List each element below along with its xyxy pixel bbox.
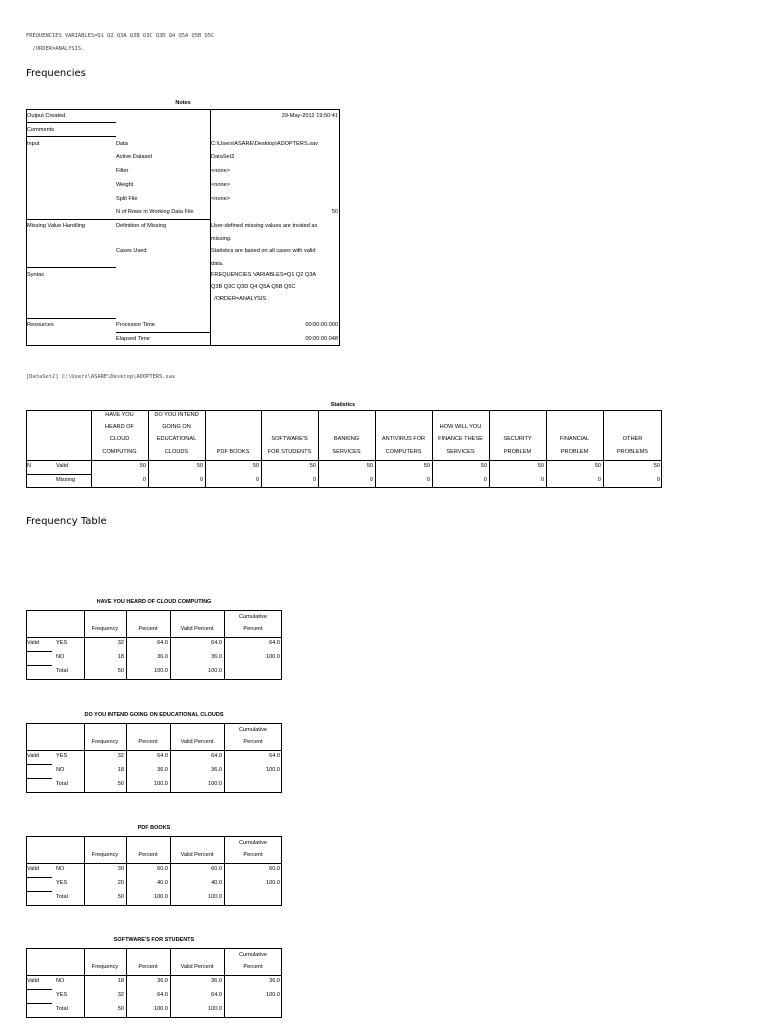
freq-header-percent: Percent bbox=[138, 739, 158, 745]
stat-col-header: FOR STUDENTS bbox=[267, 448, 312, 455]
freq-row-frequency: 32 bbox=[117, 992, 124, 998]
freq-row-percent: 64.0 bbox=[157, 992, 168, 998]
output-created-value: 29-May-2012 19:50:41 bbox=[281, 113, 338, 119]
freq-row-percent: 60.0 bbox=[157, 866, 168, 872]
freq-row-valid-percent: 64.0 bbox=[211, 640, 222, 646]
freq-row-percent: 64.0 bbox=[157, 640, 168, 646]
stat-valid-value: 50 bbox=[594, 463, 601, 469]
syntax-label: Syntax bbox=[27, 272, 45, 278]
stat-valid-value: 50 bbox=[309, 463, 316, 469]
elapsed-time-label: Elapsed Time bbox=[116, 336, 150, 342]
freq-row-frequency: 50 bbox=[117, 1006, 124, 1012]
freq-row-frequency: 50 bbox=[117, 668, 124, 674]
freq-row-frequency: 50 bbox=[117, 781, 124, 787]
freq-row-label: YES bbox=[56, 753, 68, 759]
stat-valid-value: 50 bbox=[423, 463, 430, 469]
freq-row-frequency: 20 bbox=[117, 880, 124, 886]
freq-row-valid-percent: 40.0 bbox=[211, 880, 222, 886]
freq-row-frequency: 30 bbox=[117, 866, 124, 872]
stat-valid-value: 50 bbox=[653, 463, 660, 469]
n-rows-value: 50 bbox=[331, 209, 338, 215]
active-dataset-value: DataSet2 bbox=[211, 154, 235, 160]
stat-missing-value: 0 bbox=[483, 477, 487, 483]
stat-missing-value: 0 bbox=[312, 477, 316, 483]
freq-row-percent: 36.0 bbox=[157, 654, 168, 660]
stat-valid-value: 50 bbox=[196, 463, 203, 469]
stat-missing-value: 0 bbox=[199, 477, 203, 483]
notes-title: Notes bbox=[175, 100, 191, 106]
stat-col-header: CLOUD bbox=[109, 436, 130, 443]
cases-used-line-2: data. bbox=[211, 261, 224, 267]
stat-valid-label: Valid bbox=[56, 463, 69, 469]
freq-header-valid-percent: Valid Percent bbox=[180, 626, 214, 632]
freq-header-valid-percent: Valid Percent bbox=[180, 852, 214, 858]
active-dataset-label: Active Dataset bbox=[116, 154, 153, 160]
syntax-line-2: /ORDER=ANALYSIS. bbox=[26, 46, 85, 52]
stat-col-header: COMPUTING bbox=[102, 448, 137, 455]
comments-label: Comments bbox=[27, 127, 55, 133]
freq-header-frequency: Frequency bbox=[91, 964, 119, 970]
stat-missing-value: 0 bbox=[540, 477, 544, 483]
freq-header-cumulative: Cumulative bbox=[239, 727, 267, 733]
freq-header-cumulative: Cumulative bbox=[239, 952, 267, 958]
freq-header-percent: Percent bbox=[138, 964, 158, 970]
stat-valid-value: 50 bbox=[139, 463, 146, 469]
freq-row-cumulative: 64.0 bbox=[269, 640, 280, 646]
stat-missing-value: 0 bbox=[597, 477, 601, 483]
freq-row-label: YES bbox=[56, 640, 68, 646]
freq-row-cumulative: 64.0 bbox=[269, 753, 280, 759]
stat-col-header: EDUCATIONAL bbox=[156, 436, 197, 443]
stat-col-header: SECURITY bbox=[503, 436, 532, 443]
freq-header-cumulative: Cumulative bbox=[239, 614, 267, 620]
processor-time-label: Processor Time bbox=[116, 322, 155, 328]
stat-col-header: BANKING bbox=[333, 436, 360, 443]
stat-col-header: SERVICES bbox=[332, 448, 361, 455]
dataset-line: [DataSet2] C:\Users\ASARE\Desktop\ADOPTERS.sav bbox=[26, 374, 176, 380]
stat-col-header: HEARD OF bbox=[105, 424, 134, 431]
freq-row-label: NO bbox=[56, 866, 65, 872]
freq-row-label: Total bbox=[56, 894, 68, 900]
freq-valid-label: Valid bbox=[27, 640, 40, 646]
freq-row-frequency: 18 bbox=[117, 654, 124, 660]
freq-header-valid-percent: Valid Percent bbox=[180, 739, 214, 745]
split-file-value: <none> bbox=[211, 196, 230, 202]
freq-header-cumulative-percent: Percent bbox=[243, 626, 263, 632]
freq-row-valid-percent: 36.0 bbox=[211, 978, 222, 984]
freq-row-label: NO bbox=[56, 767, 65, 773]
stat-col-header: HAVE YOU bbox=[105, 411, 134, 418]
definition-label: Definition of Missing bbox=[116, 223, 167, 229]
notes-syntax-line-2: Q3B Q3C Q3D Q4 Q5A Q5B Q5C bbox=[211, 284, 296, 290]
cases-used-line-1: Statistics are based on all cases with valid bbox=[211, 248, 316, 254]
weight-label: Weight bbox=[116, 182, 134, 188]
freq-row-frequency: 18 bbox=[117, 978, 124, 984]
freq-header-cumulative-percent: Percent bbox=[243, 964, 263, 970]
weight-value: <none> bbox=[211, 182, 230, 188]
freq-row-percent: 100.0 bbox=[154, 894, 168, 900]
input-label: Input bbox=[27, 141, 40, 147]
freq-row-percent: 64.0 bbox=[157, 753, 168, 759]
notes-syntax-line-1: FREQUENCIES VARIABLES=Q1 Q2 Q3A bbox=[211, 272, 317, 278]
freq-table-title: HAVE YOU HEARD OF CLOUD COMPUTING bbox=[96, 599, 212, 605]
stat-missing-value: 0 bbox=[426, 477, 430, 483]
freq-row-label: Total bbox=[56, 781, 68, 787]
stat-col-header: CLOUDS bbox=[164, 448, 189, 455]
n-rows-label: N of Rows in Working Data File bbox=[116, 209, 194, 215]
stat-col-header: HOW WILL YOU bbox=[439, 424, 482, 431]
split-file-label: Split File bbox=[116, 196, 138, 202]
frequency-table-heading: Frequency Table bbox=[26, 516, 107, 527]
stat-valid-value: 50 bbox=[252, 463, 259, 469]
freq-row-cumulative: 36.0 bbox=[269, 978, 280, 984]
stat-col-header: OTHER bbox=[622, 436, 643, 443]
syntax-line-1: FREQUENCIES VARIABLES=Q1 Q2 Q3A Q3B Q3C Q3D Q4 Q5A Q5B Q5C bbox=[26, 33, 215, 39]
stat-col-header: COMPUTERS bbox=[385, 448, 422, 455]
stat-col-header: PDF BOOKS bbox=[216, 448, 250, 455]
freq-header-cumulative-percent: Percent bbox=[243, 739, 263, 745]
freq-table-title: SOFTWARE'S FOR STUDENTS bbox=[113, 937, 195, 943]
definition-line-2: missing. bbox=[211, 236, 232, 242]
freq-header-percent: Percent bbox=[138, 852, 158, 858]
freq-row-frequency: 18 bbox=[117, 767, 124, 773]
stat-col-header: FINANCE THESE bbox=[438, 436, 483, 443]
freq-row-percent: 40.0 bbox=[157, 880, 168, 886]
freq-header-cumulative-percent: Percent bbox=[243, 852, 263, 858]
freq-table-title: DO YOU INTEND GOING ON EDUCATIONAL CLOUDS bbox=[84, 712, 224, 718]
freq-header-percent: Percent bbox=[138, 626, 158, 632]
stat-missing-value: 0 bbox=[142, 477, 146, 483]
freq-valid-label: Valid bbox=[27, 866, 40, 872]
freq-row-cumulative: 60.0 bbox=[269, 866, 280, 872]
data-value: C:\Users\ASARE\Desktop\ADOPTERS.sav bbox=[211, 141, 318, 147]
stat-missing-label: Missing bbox=[56, 477, 75, 483]
freq-row-frequency: 32 bbox=[117, 640, 124, 646]
filter-value: <none> bbox=[211, 168, 230, 174]
data-label: Data bbox=[116, 141, 128, 147]
stat-col-header: PROBLEMS bbox=[616, 448, 649, 455]
freq-row-valid-percent: 100.0 bbox=[208, 894, 222, 900]
freq-row-label: YES bbox=[56, 880, 68, 886]
resources-label: Resources bbox=[27, 322, 54, 328]
freq-row-cumulative: 100.0 bbox=[266, 880, 280, 886]
notes-syntax-line-3: /ORDER=ANALYSIS. bbox=[211, 296, 268, 302]
freq-header-valid-percent: Valid Percent bbox=[180, 964, 214, 970]
freq-header-frequency: Frequency bbox=[91, 626, 119, 632]
stat-col-header: FINANCIAL bbox=[559, 436, 590, 443]
missing-handling-label: Missing Value Handling bbox=[27, 223, 86, 229]
freq-row-frequency: 50 bbox=[117, 894, 124, 900]
freq-row-valid-percent: 60.0 bbox=[211, 866, 222, 872]
freq-table-title: PDF BOOKS bbox=[137, 825, 171, 831]
filter-label: Filter bbox=[116, 168, 129, 174]
stat-missing-value: 0 bbox=[255, 477, 259, 483]
stat-missing-value: 0 bbox=[656, 477, 660, 483]
stat-col-header: DO YOU INTEND bbox=[154, 411, 199, 418]
cases-used-label: Cases Used bbox=[116, 248, 147, 254]
freq-row-valid-percent: 64.0 bbox=[211, 992, 222, 998]
stat-col-header: PROBLEM bbox=[503, 448, 532, 455]
freq-row-percent: 36.0 bbox=[157, 978, 168, 984]
freq-row-cumulative: 100.0 bbox=[266, 767, 280, 773]
freq-row-percent: 100.0 bbox=[154, 668, 168, 674]
stat-missing-value: 0 bbox=[369, 477, 373, 483]
freq-row-valid-percent: 100.0 bbox=[208, 1006, 222, 1012]
freq-row-percent: 100.0 bbox=[154, 781, 168, 787]
freq-valid-label: Valid bbox=[27, 753, 40, 759]
freq-row-cumulative: 100.0 bbox=[266, 654, 280, 660]
stat-col-header: PROBLEM bbox=[560, 448, 589, 455]
stat-valid-value: 50 bbox=[366, 463, 373, 469]
freq-row-valid-percent: 36.0 bbox=[211, 654, 222, 660]
stat-col-header: ANTIVIRUS FOR bbox=[381, 436, 426, 443]
freq-row-label: YES bbox=[56, 992, 68, 998]
processor-time-value: 00:00:00.000 bbox=[305, 322, 338, 328]
freq-header-frequency: Frequency bbox=[91, 852, 119, 858]
freq-valid-label: Valid bbox=[27, 978, 40, 984]
freq-row-valid-percent: 36.0 bbox=[211, 767, 222, 773]
freq-row-valid-percent: 100.0 bbox=[208, 668, 222, 674]
stat-valid-value: 50 bbox=[480, 463, 487, 469]
stat-col-header: SERVICES bbox=[446, 448, 475, 455]
stat-col-header: GOING ON bbox=[162, 424, 191, 431]
freq-row-valid-percent: 100.0 bbox=[208, 781, 222, 787]
freq-row-percent: 36.0 bbox=[157, 767, 168, 773]
elapsed-time-value: 00:00:00.048 bbox=[305, 336, 338, 342]
stat-valid-value: 50 bbox=[537, 463, 544, 469]
freq-row-percent: 100.0 bbox=[154, 1006, 168, 1012]
freq-row-valid-percent: 64.0 bbox=[211, 753, 222, 759]
statistics-title: Statistics bbox=[330, 402, 356, 408]
freq-row-label: Total bbox=[56, 668, 68, 674]
stat-col-header: SOFTWARE'S bbox=[271, 436, 308, 443]
freq-row-label: NO bbox=[56, 978, 65, 984]
output-created-label: Output Created bbox=[27, 113, 66, 119]
freq-header-cumulative: Cumulative bbox=[239, 840, 267, 846]
freq-row-label: Total bbox=[56, 1006, 68, 1012]
freq-row-frequency: 32 bbox=[117, 753, 124, 759]
stat-n-label: N bbox=[27, 463, 32, 469]
freq-header-frequency: Frequency bbox=[91, 739, 119, 745]
frequencies-heading: Frequencies bbox=[26, 68, 86, 79]
freq-row-cumulative: 100.0 bbox=[266, 992, 280, 998]
definition-line-1: User-defined missing values are treated as bbox=[211, 223, 318, 229]
freq-row-label: NO bbox=[56, 654, 65, 660]
